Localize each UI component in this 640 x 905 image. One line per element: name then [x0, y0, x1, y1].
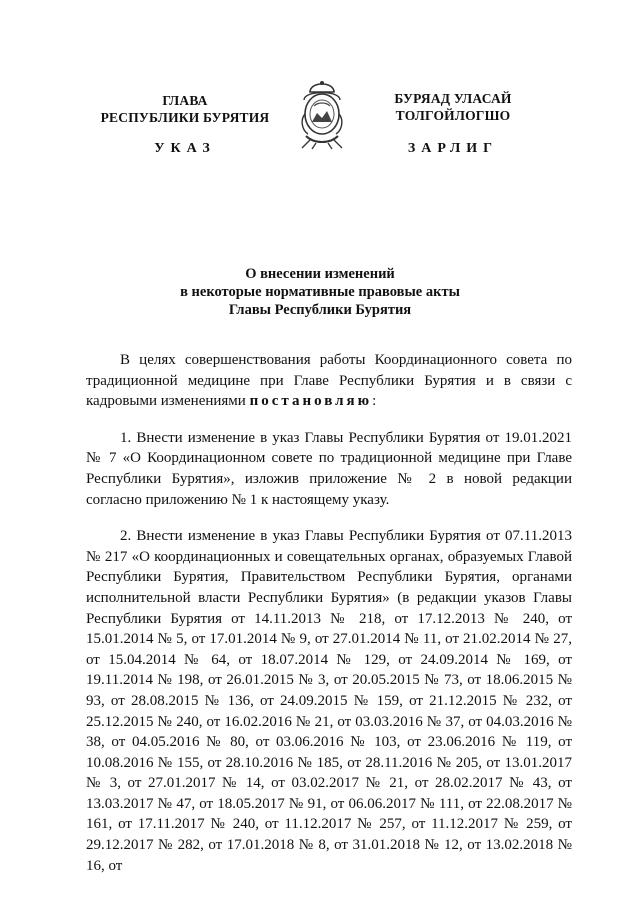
header-left-line1: ГЛАВА	[162, 93, 208, 108]
header-right-line1: БУРЯАД УЛАСАЙ	[394, 91, 512, 106]
document-body	[86, 350, 572, 876]
preamble-colon: :	[372, 393, 377, 410]
title-line3: Главы Республики Бурятия	[228, 302, 412, 318]
header-left-line2: РЕСПУБЛИКИ БУРЯТИЯ	[100, 110, 270, 125]
coat-of-arms-icon	[296, 80, 348, 150]
header-right-line2: ТОЛГОЙЛОГШО	[395, 108, 511, 123]
clause-2: 2. Внести изменение в указ Главы Республики Бурятия от 07.11.2013 № 217 «О координационных и совещательных органах, образуемых Главой Республики Бурятия, Правительством Республики Бурятия, органами исполнительной власти Республики Бурятия» (в редакции указов Главы Республики Бурятия от 14.11.2013 № 218, от 17.12.2013 № 240, от 15.01.2014 № 5, от 17.01.2014 № 9, от 27.01.2014 № 11, от 21.02.2014 № 27, от 15.04.2014 № 64, от 18.07.2014 № 129, от 24.09.2014 № 169, от 19.11.2014 № 198, от 26.01.2015 № 3, от 20.05.2015 № 73, от 18.06.2015 № 93, от 28.08.2015 № 136, от 24.09.2015 № 159, от 21.12.2015 № 232, от 25.12.2015 № 240, от 16.02.2016 № 21, от 03.03.2016 № 37, от 04.03.2016 № 38, от 04.05.2016 № 80, от 03.06.2016 № 103, от 23.06.2016 № 119, от 10.08.2016 № 155, от 28.10.2016 № 185, от 28.11.2016 № 205, от 13.01.2017 № 3, от 27.01.2017 № 14, от 03.02.2017 № 21, от 28.02.2017 № 43, от 13.03.2017 № 47, от 18.05.2017 № 91, от 06.06.2017 № 111, от 22.08.2017 № 161, от 17.11.2017 № 240, от 11.12.2017 № 257, от 11.12.2017 № 259, от 29.12.2017 № 282, от 17.01.2018 № 8, от 31.01.2018 № 12, от 13.02.2018 № 16, от	[86, 528, 572, 874]
clause-1: 1. Внести изменение в указ Главы Республики Бурятия от 19.01.2021 № 7 «О Координационном совете по традиционной медицине при Главе Республики Бурятия», изложив приложение № 2 в новой редакции согласно приложению № 1 к настоящему указу.	[86, 429, 572, 508]
decree-word-bua: ЗАРЛИГ	[407, 141, 499, 156]
title-line1: О внесении изменений	[245, 266, 395, 282]
decree-word-ru: УКАЗ	[154, 141, 216, 156]
preamble-paragraph	[86, 350, 572, 412]
preamble-text: В целях совершенствования работы Координационного совета по традиционной медицине при Главе Республики Бурятия и в связи с кадровыми изменениями	[86, 352, 572, 410]
decree-keyword: постановляю	[249, 393, 373, 410]
document-title	[60, 265, 580, 319]
title-line2: в некоторые нормативные правовые акты	[180, 284, 460, 300]
header-right	[342, 90, 564, 124]
header-left	[60, 92, 310, 126]
